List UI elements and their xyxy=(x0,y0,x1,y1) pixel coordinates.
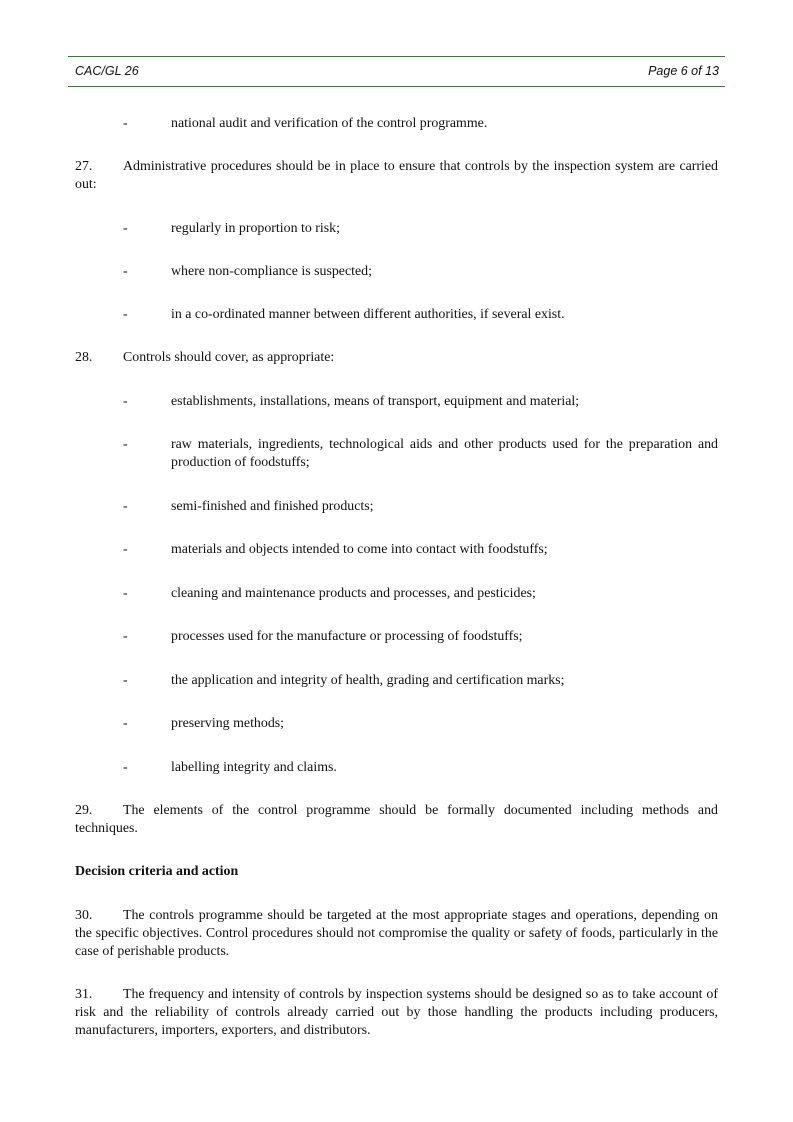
list-item-text: in a co-ordinated manner between different authorities, if several exist. xyxy=(171,307,565,322)
paragraph-28 xyxy=(75,349,718,367)
list-item xyxy=(75,220,718,238)
list-item xyxy=(75,498,718,516)
paragraph-27 xyxy=(75,158,718,194)
list-item-text: semi-finished and finished products; xyxy=(171,499,374,514)
paragraph-31 xyxy=(75,986,718,1040)
paragraph-30 xyxy=(75,907,718,961)
list-item xyxy=(75,541,718,559)
paragraph-number: 29. xyxy=(75,803,93,818)
paragraph-number: 28. xyxy=(75,350,93,365)
list-item xyxy=(75,306,718,324)
list-item-text: preserving methods; xyxy=(171,716,285,731)
header-bottom-rule xyxy=(68,86,725,87)
paragraph-29 xyxy=(75,802,718,838)
list-item-text: cleaning and maintenance products and processes, and pesticides; xyxy=(171,586,536,601)
list-item xyxy=(75,759,718,777)
list-item-text: labelling integrity and claims. xyxy=(171,760,337,775)
list-item xyxy=(75,628,718,646)
paragraph-text: The elements of the control programme should be formally documented including methods and techniques. xyxy=(75,803,718,836)
paragraph-number: 31. xyxy=(75,987,93,1002)
list-item xyxy=(75,585,718,603)
bullet-dash: - xyxy=(123,760,128,775)
list-item xyxy=(75,115,718,133)
paragraph-number: 27. xyxy=(75,159,93,174)
bullet-dash: - xyxy=(123,629,128,644)
section-heading: Decision criteria and action xyxy=(75,864,239,879)
list-item-text: processes used for the manufacture or processing of foodstuffs; xyxy=(171,629,523,644)
document-code: CAC/GL 26 xyxy=(75,64,139,78)
list-item-text: materials and objects intended to come into contact with foodstuffs; xyxy=(171,542,548,557)
bullet-dash: - xyxy=(123,221,128,236)
page-number: Page 6 of 13 xyxy=(648,64,719,78)
bullet-dash: - xyxy=(123,394,128,409)
list-item-text: establishments, installations, means of transport, equipment and material; xyxy=(171,394,580,409)
list-item xyxy=(75,393,718,411)
paragraph-number: 30. xyxy=(75,908,93,923)
bullet-dash: - xyxy=(123,264,128,279)
bullet-dash: - xyxy=(123,116,128,131)
list-item-text: where non-compliance is suspected; xyxy=(171,264,372,279)
paragraph-text: The controls programme should be targeted at the most appropriate stages and operations, depending on the specific objectives. Control procedures should not compromise the quality or safety of foods, particularly in the case of perishable products. xyxy=(75,908,718,959)
paragraph-text: Controls should cover, as appropriate: xyxy=(123,350,335,365)
list-item-text: raw materials, ingredients, technological aids and other products used for the preparation and production of foodstuffs; xyxy=(171,437,718,470)
bullet-dash: - xyxy=(123,499,128,514)
list-item-text: regularly in proportion to risk; xyxy=(171,221,340,236)
bullet-dash: - xyxy=(123,716,128,731)
bullet-dash: - xyxy=(123,586,128,601)
list-item xyxy=(75,263,718,281)
list-item-text: the application and integrity of health, grading and certification marks; xyxy=(171,673,565,688)
header-top-rule xyxy=(68,56,725,57)
paragraph-text: The frequency and intensity of controls by inspection systems should be designed so as to take account of risk and the reliability of controls already carried out by those handling the products including producers, manufacturers, importers, exporters, and distributors. xyxy=(75,987,718,1038)
paragraph-text: Administrative procedures should be in place to ensure that controls by the inspection system are carried out: xyxy=(75,159,718,192)
bullet-dash: - xyxy=(123,437,128,452)
list-item-text: national audit and verification of the control programme. xyxy=(171,116,488,131)
bullet-dash: - xyxy=(123,673,128,688)
bullet-dash: - xyxy=(123,542,128,557)
list-item xyxy=(75,672,718,690)
bullet-dash: - xyxy=(123,307,128,322)
list-item xyxy=(75,436,718,472)
list-item xyxy=(75,715,718,733)
